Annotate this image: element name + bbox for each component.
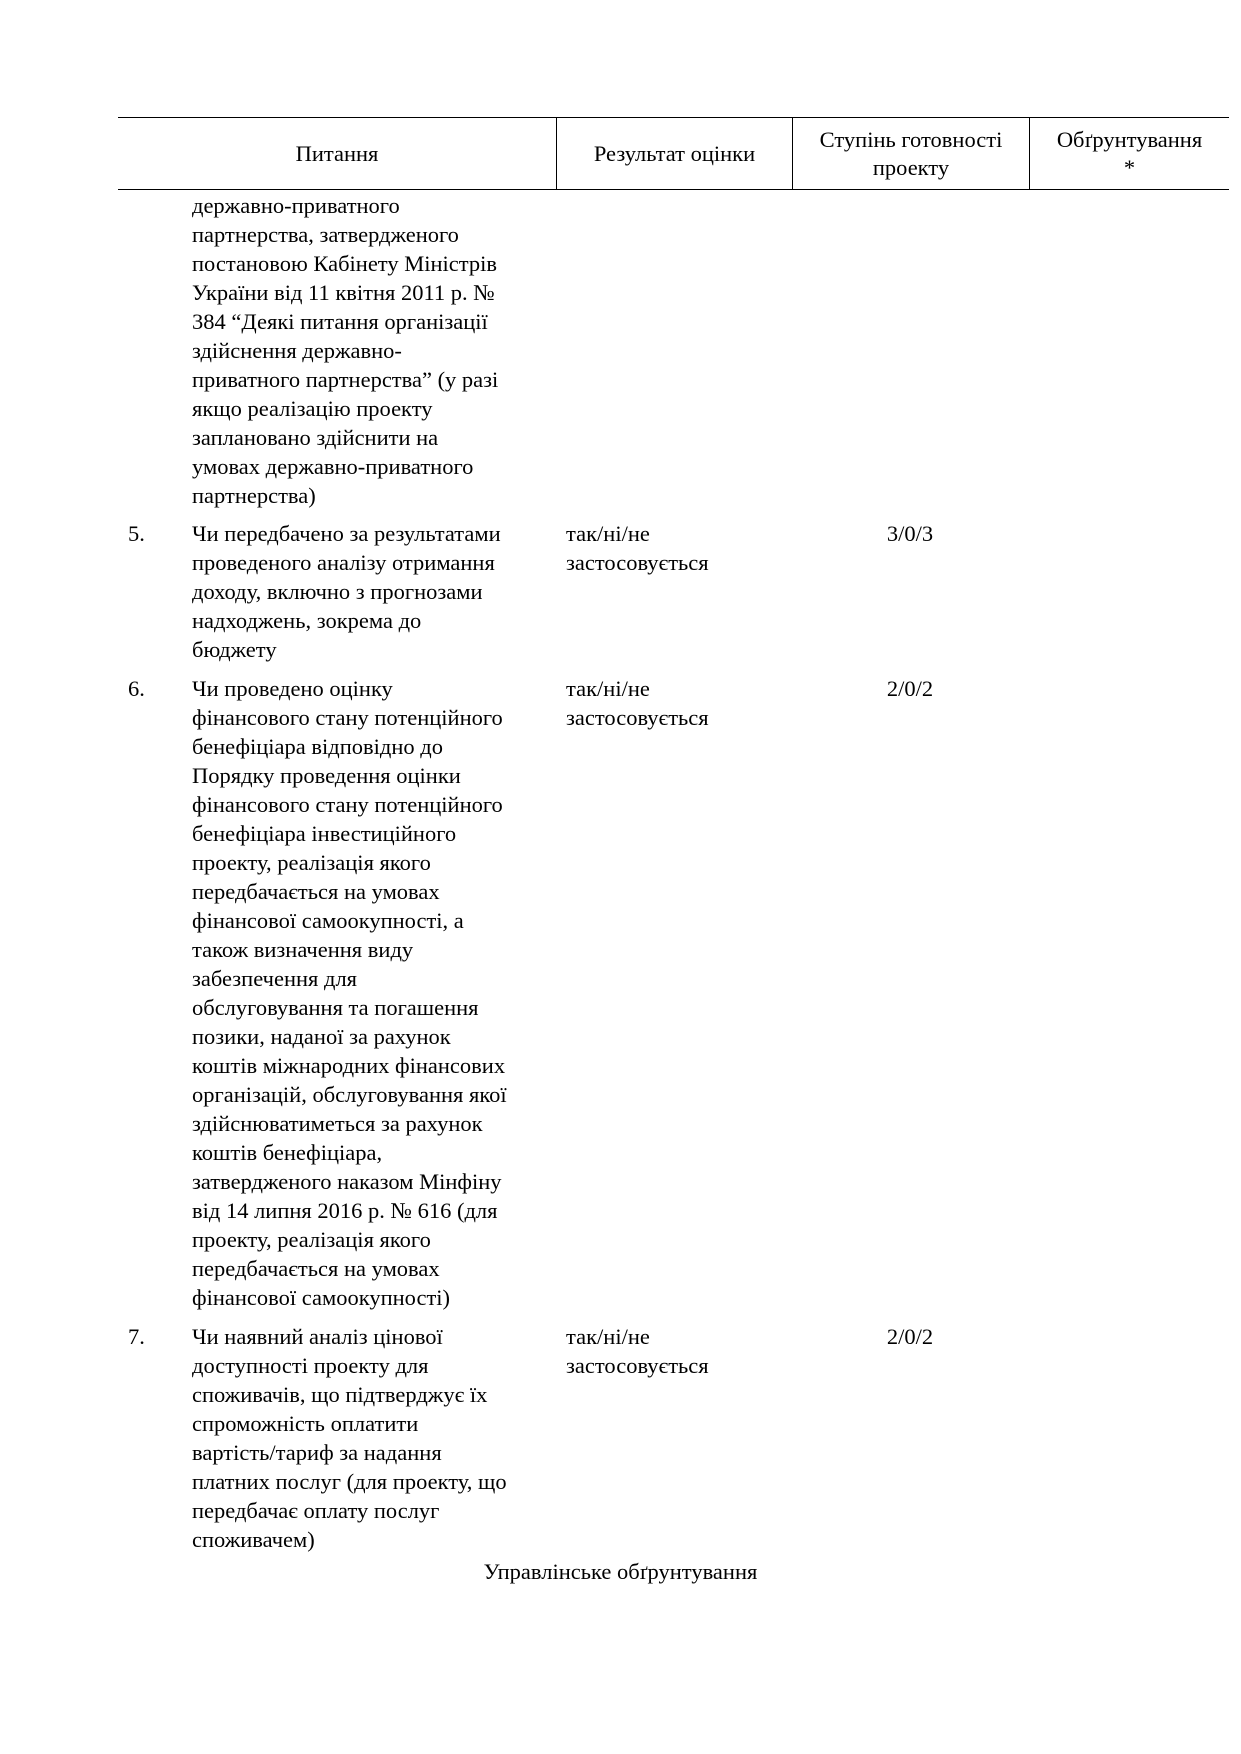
row-number: 7.	[128, 1324, 145, 1349]
row-score: 2/0/2	[886, 676, 934, 701]
header-justification: Обґрунтування *	[1056, 126, 1203, 180]
row-score: 2/0/2	[886, 1324, 934, 1349]
row-question: Чи наявний аналіз цінової доступності проекту для споживачів, що підтверджує їх спроможність оплатити вартість/тариф за надання платних послуг (для проекту, що передбачає оплату послуг споживачем)	[192, 1324, 507, 1552]
row-result: так/ні/не застосовується	[566, 676, 709, 730]
row-number: 6.	[128, 676, 145, 701]
row-question: Чи проведено оцінку фінансового стану потенційного бенефіціара відповідно до Порядку проведення оцінки фінансового стану потенційного бенефіціара інвестиційного проекту, реалізація якого передбачається на умовах фінансової самоокупності, а також визначення виду забезпечення для обслуговування та погашення позики, наданої за рахунок коштів міжнародних фінансових організацій, обслуговування якої здійснюватиметься за рахунок коштів бенефіціара, затвердженого наказом Мінфіну від 14 липня 2016 р. № 616 (для проекту, реалізація якого передбачається на умовах фінансової самоокупності)	[192, 676, 507, 1310]
section-title: Управлінське обґрунтування	[483, 1559, 758, 1584]
row-question: Чи передбачено за результатами проведеного аналізу отримання доходу, включно з прогнозами надходжень, зокрема до бюджету	[192, 521, 501, 662]
header-readiness: Ступінь готовності проекту	[819, 126, 1003, 180]
header-result: Результат оцінки	[593, 140, 756, 166]
row-score: 3/0/3	[886, 521, 934, 546]
row-result: так/ні/не застосовується	[566, 1324, 709, 1378]
question-continuation: державно-приватного партнерства, затвердженого постановою Кабінету Міністрів України від 11 квітня 2011 р. № 384 “Деякі питання організації здійснення державно- приватного партнерства” (у разі якщо реалізацію проекту заплановано здійснити на умовах державно-приватного партнерства)	[192, 193, 499, 508]
header-question: Питання	[295, 140, 379, 166]
row-result: так/ні/не застосовується	[566, 521, 709, 575]
row-number: 5.	[128, 521, 145, 546]
header-bottom-rule	[118, 189, 1229, 190]
